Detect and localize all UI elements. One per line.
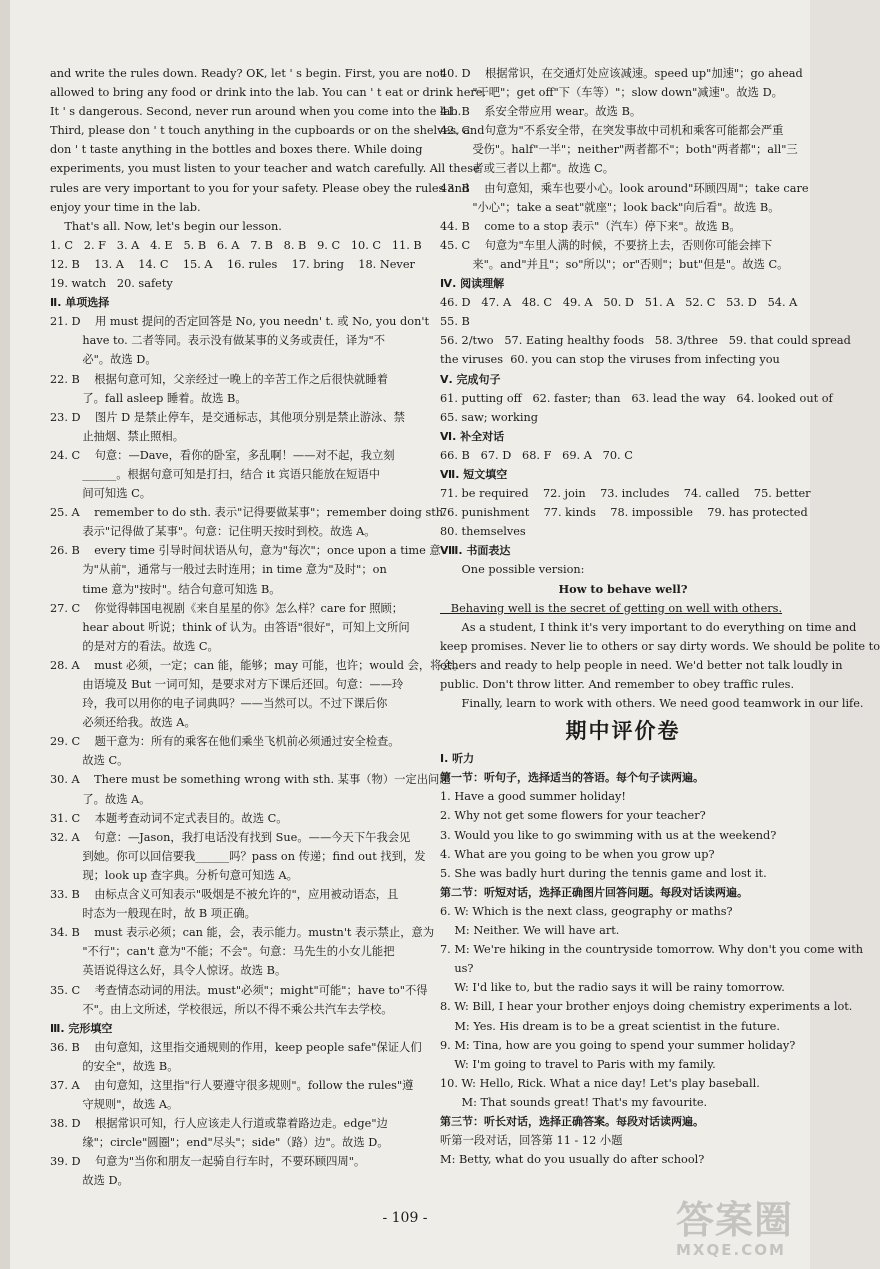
text-line: 35. C 考查情态动词的用法。must"必须"；might"可能"；have to"不得 xyxy=(50,983,428,997)
text-line: W: I'm going to travel to Paris with my family. xyxy=(440,1057,716,1071)
text-line: "小心"；take a seat"就座"；look back"向后看"。故选 B。 xyxy=(440,200,780,214)
section-heading: Ⅴ. 完成句子 xyxy=(440,372,501,386)
text-line: 的安全"，故选 B。 xyxy=(50,1059,179,1073)
section-heading: Ⅷ. 书面表达 xyxy=(440,544,511,558)
text-line: have to. 二者等同。表示没有做某事的义务或责任，译为"不 xyxy=(50,334,386,348)
section-heading: Ⅶ. 短文填空 xyxy=(440,467,508,481)
text-line: 61. putting off 62. faster; than 63. lead the way 64. looked out of xyxy=(440,391,833,405)
text-line: others and ready to help people in need. We'd better not talk loudly in xyxy=(440,658,843,672)
text-line: 22. B 根据句意可知，父亲经过一晚上的辛苦工作之后很快就睡着 xyxy=(50,372,388,386)
text-line: 8. W: Bill, I hear your brother enjoys doing chemistry experiments a lot. xyxy=(440,1000,853,1014)
text-line: 36. B 由句意知，这里指交通规则的作用，keep people safe"保证人们 xyxy=(50,1040,422,1054)
text-line: 56. 2/two 57. Eating healthy foods 58. 3/three 59. that could spread xyxy=(440,334,851,348)
text-line: How to behave well? xyxy=(558,581,688,596)
watermark-url-text: MXQE.COM xyxy=(676,1241,786,1259)
text-line: M: Neither. We will have art. xyxy=(440,924,620,938)
text-line: 23. D 图片 D 是禁止停车，是交通标志，其他项分别是禁止游泳、禁 xyxy=(50,410,405,424)
text-line: 45. C 句意为"车里人满的时候，不要挤上去，否则你可能会摔下 xyxy=(440,238,773,252)
text-line: 玲，我可以用你的电子词典吗？——当然可以。不过下课后你 xyxy=(50,697,388,711)
text-line: 2. Why not get some flowers for your teacher? xyxy=(440,809,706,823)
text-line: 5. She was badly hurt during the tennis game and lost it. xyxy=(440,866,767,880)
text-line: M: Betty, what do you usually do after school? xyxy=(440,1153,705,1167)
text-line: 了。fall asleep 睡着。故选 B。 xyxy=(50,391,247,405)
text-line: 37. A 由句意知，这里指"行人要遵守很多规则"。follow the rules"遵 xyxy=(50,1078,414,1092)
text-line: 必"。故选 D。 xyxy=(50,353,157,367)
text-line: 27. C 你觉得韩国电视剧《来自星星的你》怎么样？care for 照顾； xyxy=(50,601,404,615)
text-line: public. Don't throw litter. And remember to obey traffic rules. xyxy=(440,678,795,691)
text-line: 34. B must 表示必须；can 能，会，表示能力。mustn't 表示禁止，意为 xyxy=(50,926,435,940)
text-line: 12. B 13. A 14. C 15. A 16. rules 17. bring 18. Never xyxy=(50,257,415,271)
text-line: 到她。你可以回信要我______吗？pass on 传递；find out 找到，发 xyxy=(50,849,426,863)
page-edge-shadow xyxy=(0,0,10,1269)
text-line: 44. B come to a stop 表示"（汽车）停下来"。故选 B。 xyxy=(440,219,741,233)
text-line: 故选 C。 xyxy=(50,754,129,768)
text-line: 21. D 用 must 提问的否定回答是 No, you needn' t. 或 No, you don't xyxy=(50,315,429,329)
listening-transcript-section xyxy=(440,749,864,1169)
text-line: M: That sounds great! That's my favourite. xyxy=(440,1095,708,1109)
section-heading: 第一节：听句子，选择适当的答语。每个句子读两遍。 xyxy=(440,771,704,785)
text-line: us? xyxy=(440,962,474,976)
text-line: 缘"；circle"圆圈"；end"尽头"；side"（路）边"。故选 D。 xyxy=(50,1136,389,1150)
text-line: 故选 D。 xyxy=(50,1174,129,1188)
text-line: 听第一段对话，回答第 11 - 12 小题 xyxy=(440,1134,623,1148)
text-line: enjoy your time in the lab. xyxy=(50,200,201,214)
text-line: 英语说得这么好，具令人惊讶。故选 B。 xyxy=(50,964,287,978)
text-line: 1. C 2. F 3. A 4. E 5. B 6. A 7. B 8. B 9. C 10. C 11. B xyxy=(50,238,422,252)
text-line: W: I'd like to, but the radio says it will be rainy tomorrow. xyxy=(440,981,785,995)
text-line: 19. watch 20. safety xyxy=(50,277,173,291)
page-number: - 109 - xyxy=(382,1210,428,1226)
section-heading: Ⅲ. 完形填空 xyxy=(50,1021,113,1035)
section-heading: Ⅰ. 听力 xyxy=(440,752,475,766)
text-line: 71. be required 72. join 73. includes 74. called 75. better xyxy=(440,487,811,501)
text-line: allowed to bring any food or drink into the lab. You can ' t eat or drink here. xyxy=(50,86,487,100)
text-line: "干吧"；get off"下（车等）"；slow down"减速"。故选 D。 xyxy=(440,86,783,100)
text-line: It ' s dangerous. Second, never run around when you come into the lab. xyxy=(50,105,462,119)
text-line: 38. D 根据常识可知，行人应该走人行道或靠着路边走。edge"边 xyxy=(50,1117,388,1131)
text-line: 现；look up 查字典。分析句意可知选 A。 xyxy=(50,868,298,882)
text-line: don ' t taste anything in the bottles and boxes there. While doing xyxy=(50,143,423,157)
text-line: 者或三者以上都"。故选 C。 xyxy=(440,162,615,176)
section-heading: Ⅱ. 单项选择 xyxy=(50,296,110,310)
text-line: time 意为"按时"。结合句意可知选 B。 xyxy=(50,582,281,596)
section-heading: Ⅳ. 阅读理解 xyxy=(440,277,505,291)
text-line: 30. A There must be something wrong with sth. 某事（物）一定出问题 xyxy=(50,773,451,787)
text-line: 为"从前"，通常与一般过去时连用；in time 意为"及时"；on xyxy=(50,563,387,577)
text-line: 65. saw; working xyxy=(440,410,538,424)
text-line: keep promises. Never lie to others or say dirty words. We should be polite to xyxy=(440,639,880,653)
text-line: "不行"；can't 意为"不能；不会"。句意：马先生的小女儿能把 xyxy=(50,945,395,959)
text-line: hear about 听说；think of 认为。由答语"很好"，可知上文所问 xyxy=(50,620,410,634)
text-line: 43. B 由句意知，乘车也要小心。look around"环顾四周"；take care xyxy=(440,181,809,195)
text-line: 4. What are you going to be when you grow up? xyxy=(440,847,715,861)
text-line: 10. W: Hello, Rick. What a nice day! Let's play baseball. xyxy=(440,1076,760,1090)
text-line: 31. C 本题考查动词不定式表目的。故选 C。 xyxy=(50,811,288,825)
text-line: 24. C 句意：—Dave，看你的卧室，多乱啊！——对不起，我立刻 xyxy=(50,448,395,462)
text-line: and write the rules down. Ready? OK, let ' s begin. First, you are not xyxy=(50,67,445,80)
text-line: 的是对方的看法。故选 C。 xyxy=(50,639,219,653)
text-line: 7. M: We're hiking in the countryside tomorrow. Why don't you come with xyxy=(440,943,864,957)
text-line: 42. C 句意为"不系安全带，在突发事故中司机和乘客可能都会严重 xyxy=(440,124,784,138)
text-line: 40. D 根据常识，在交通灯处应该减速。speed up"加速"；go ahead xyxy=(440,67,803,80)
exam-title: 期中评价卷 xyxy=(565,719,681,744)
watermark-logo xyxy=(676,1198,800,1264)
text-line: 了。故选 A。 xyxy=(50,792,151,806)
text-line: 29. C 题干意为：所有的乘客在他们乘坐飞机前必须通过安全检查。 xyxy=(50,735,400,749)
text-line: 间可知选 C。 xyxy=(50,487,152,501)
text-line: 41. B 系安全带应用 wear。故选 B。 xyxy=(440,105,642,119)
text-line: 25. A remember to do sth. 表示"记得要做某事"；remember doing sth. xyxy=(50,506,447,520)
text-line: 守规则"，故选 A。 xyxy=(50,1098,179,1112)
text-line: 46. D 47. A 48. C 49. A 50. D 51. A 52. C 53. D 54. A xyxy=(440,296,798,310)
section-heading: 第三节：听长对话，选择正确答案。每段对话读两遍。 xyxy=(440,1114,704,1128)
text-line: M: Yes. His dream is to be a great scientist in the future. xyxy=(440,1019,780,1033)
text-line: 76. punishment 77. kinds 78. impossible 79. has protected xyxy=(440,506,808,520)
text-line: 9. M: Tina, how are you going to spend your summer holiday? xyxy=(440,1038,796,1052)
text-line: 80. themselves xyxy=(440,525,526,539)
text-line: As a student, I think it's very important to do everything on time and xyxy=(440,620,857,634)
text-line: 32. A 句意：—Jason，我打电话没有找到 Sue。——今天下午我会见 xyxy=(50,830,411,844)
text-line: That's all. Now, let's begin our lesson. xyxy=(50,219,282,233)
text-line: 26. B every time 引导时间状语从句，意为"每次"；once upon a time 意 xyxy=(50,544,441,558)
right-column xyxy=(440,64,880,1169)
text-line: 33. B 由标点含义可知表示"吸烟是不被允许的"，应用被动语态，且 xyxy=(50,888,399,902)
text-line: the viruses 60. you can stop the viruses from infecting you xyxy=(440,353,780,367)
text-line: 39. D 句意为"当你和朋友一起骑自行车时，不要环顾四周"。 xyxy=(50,1155,366,1169)
text-line: 必须还给我。故选 A。 xyxy=(50,716,196,730)
text-line: rules are very important to you for your safety. Please obey the rules and xyxy=(50,181,470,195)
text-line: 由语境及 But 一词可知，是要求对方下课后还回。句意：——玲 xyxy=(50,678,404,691)
watermark-chinese-text: 答案圈 xyxy=(676,1198,794,1242)
text-line: 28. A must 必须，一定；can 能，能够；may 可能，也许；would 会，将会。 xyxy=(50,658,465,672)
text-line: 3. Would you like to go swimming with us at the weekend? xyxy=(440,828,777,842)
text-line: 6. W: Which is the next class, geography or maths? xyxy=(440,904,733,918)
text-line: 55. B xyxy=(440,315,470,329)
text-line: 来"。and"并且"；so"所以"；or"否则"；but"但是"。故选 C。 xyxy=(440,257,789,271)
answer-section-continued xyxy=(440,64,880,713)
text-line: 表示"记得做了某事"。句意：记住明天按时到校。故选 A。 xyxy=(50,525,376,539)
text-line: experiments, you must listen to your teacher and watch carefully. All these xyxy=(50,162,480,176)
text-line: 受伤"。half"一半"；neither"两者都不"；both"两者都"；all"三 xyxy=(440,143,798,157)
section-heading: Ⅵ. 补全对话 xyxy=(440,429,505,443)
text-line: 不"。由上文所述，学校很远，所以不得不乘公共汽车去学校。 xyxy=(50,1002,393,1016)
text-line: 止抽烟、禁止照相。 xyxy=(50,429,184,443)
text-line: 时态为一般现在时，故 B 项正确。 xyxy=(50,907,256,921)
text-line: 66. B 67. D 68. F 69. A 70. C xyxy=(440,448,633,462)
text-line: Finally, learn to work with others. We need good teamwork in our life. xyxy=(440,697,864,711)
text-line: One possible version: xyxy=(440,563,585,577)
section-heading: 第二节：听短对话，选择正确图片回答问题。每段对话读两遍。 xyxy=(440,885,748,899)
text-line: ______。根据句意可知是打扫，结合 it 宾语只能放在短语中 xyxy=(50,467,381,481)
text-line: Third, please don ' t touch anything in the cupboards or on the shelves, and xyxy=(50,124,485,138)
text-line: Behaving well is the secret of getting on well with others. xyxy=(440,601,783,615)
text-line: 1. Have a good summer holiday! xyxy=(440,790,626,804)
